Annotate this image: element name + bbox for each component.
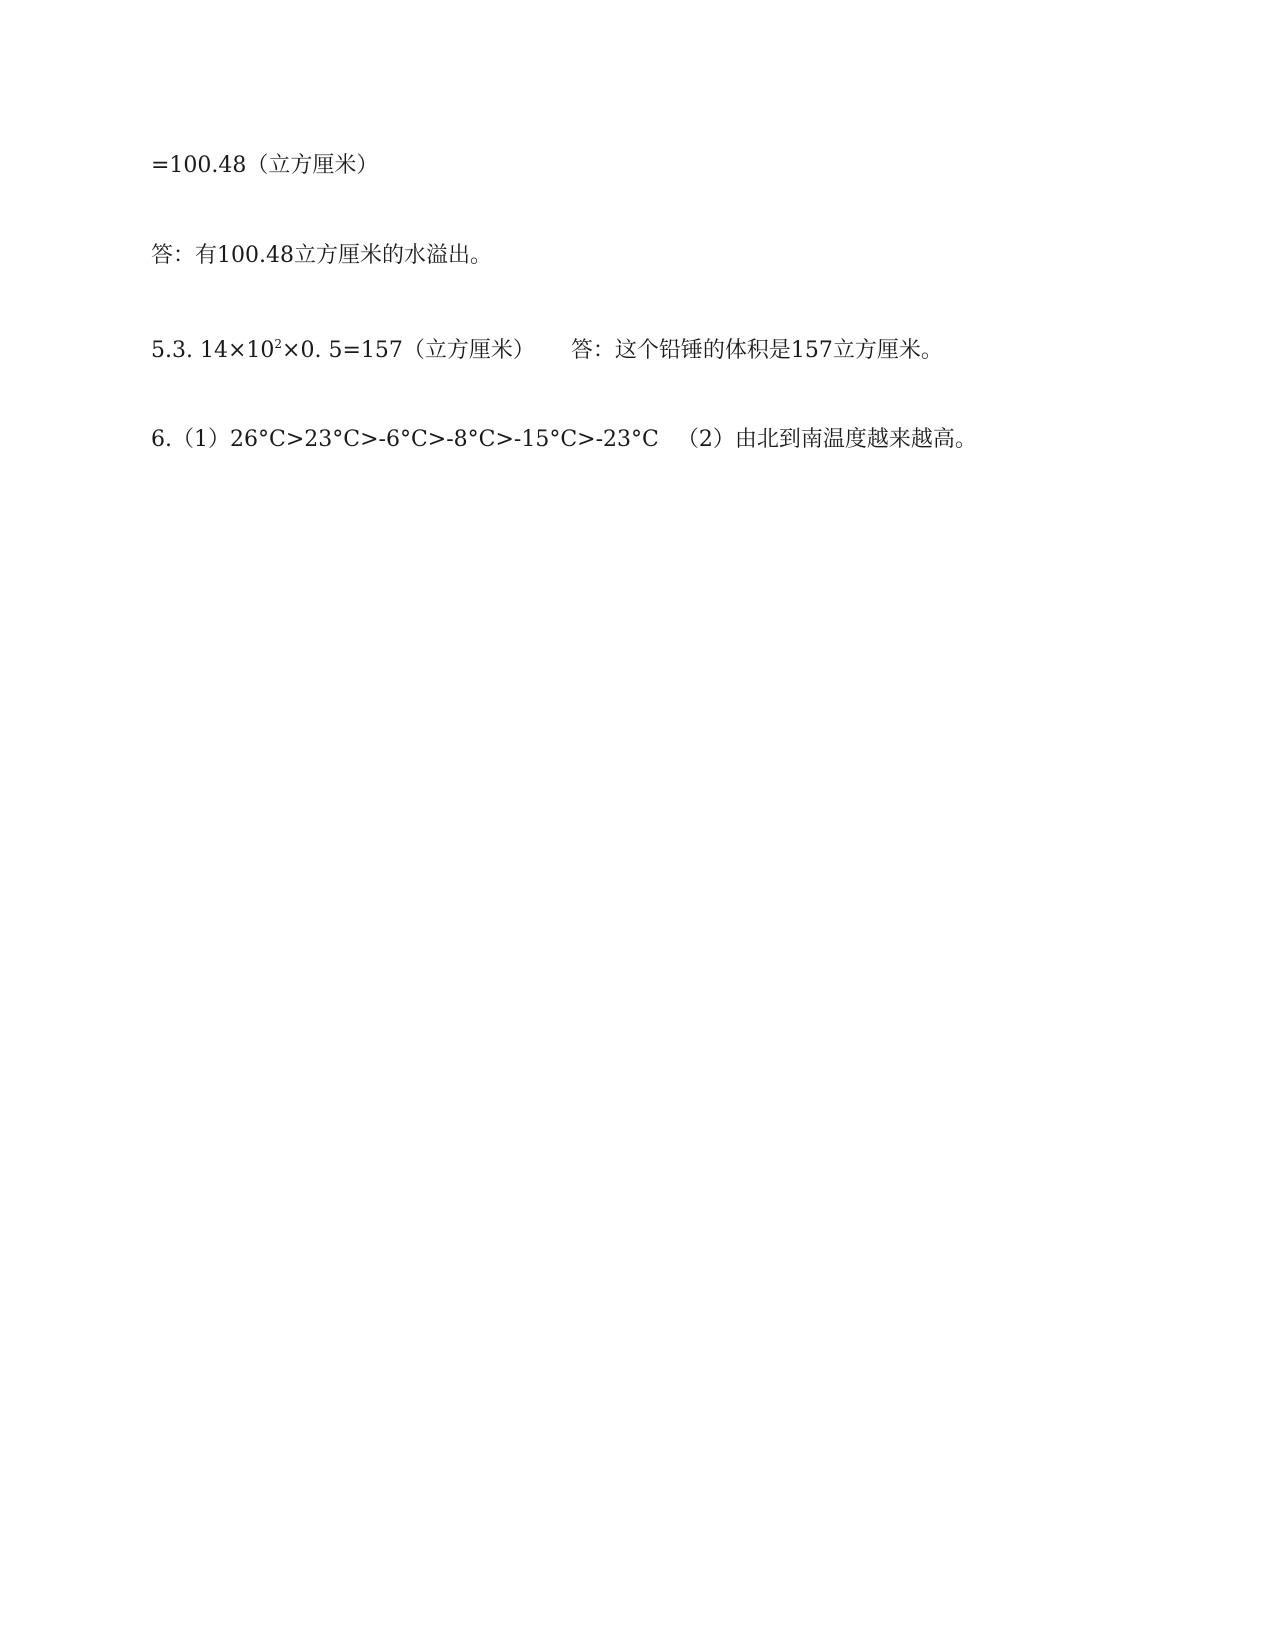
question-5-answer: 答：这个铅锤的体积是157立方厘米。 [570, 338, 943, 363]
calculation-result-line [151, 151, 378, 181]
question-5-exponent: 2 [274, 337, 283, 351]
calculation-result-text: =100.48（立方厘米） [151, 153, 379, 178]
question-5-line [151, 336, 943, 368]
question-6-part-1: 6.（1）26°C>23°C>-6°C>-8°C>-15°C>-23°C [151, 427, 659, 452]
question-6-part-2: （2）由北到南温度越来越高。 [676, 427, 977, 452]
question-5-formula-start: 5.3. 14×10 [151, 338, 275, 363]
question-5-formula-end: ×0. 5=157（立方厘米） [282, 338, 535, 363]
answer-line-water-overflow [151, 241, 492, 271]
question-6-line [151, 425, 977, 455]
answer-text-water-overflow: 答：有100.48立方厘米的水溢出。 [151, 243, 492, 268]
